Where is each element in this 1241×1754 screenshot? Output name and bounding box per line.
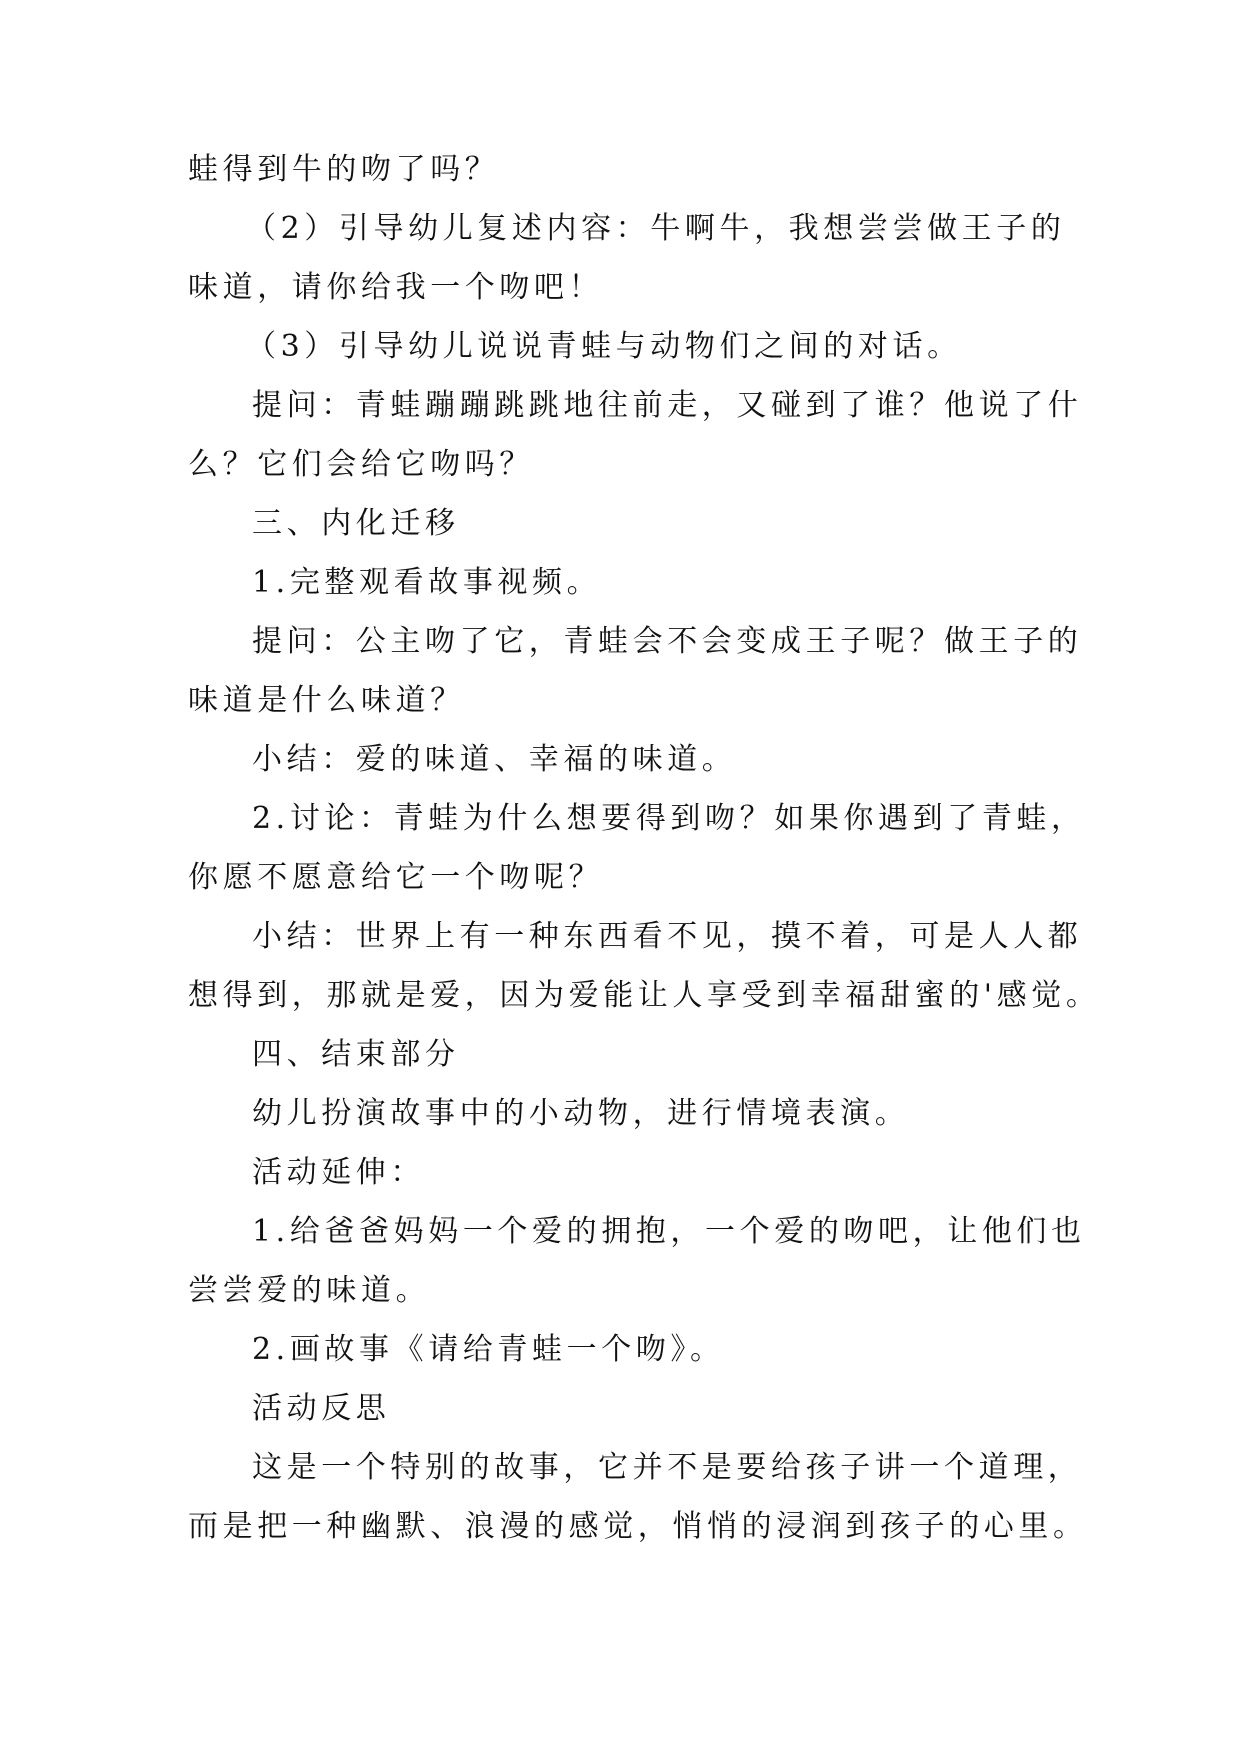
text-line: 而是把一种幽默、浪漫的感觉，悄悄的浸润到孩子的心里。 <box>188 1509 1088 1544</box>
text-line: （2）引导幼儿复述内容：牛啊牛，我想尝尝做王子的 <box>246 211 1066 246</box>
text-line: 1.完整观看故事视频。 <box>252 565 602 600</box>
section-heading: 四、结束部分 <box>252 1037 460 1072</box>
section-heading: 三、内化迁移 <box>252 506 460 541</box>
text-line: 提问：公主吻了它，青蛙会不会变成王子呢？做王子的 <box>252 624 1083 659</box>
text-line: 蛙得到牛的吻了吗？ <box>188 152 500 187</box>
text-line: 味道，请你给我一个吻吧！ <box>188 270 604 305</box>
text-line: 这是一个特别的故事，它并不是要给孩子讲一个道理， <box>252 1450 1083 1485</box>
text-line: 幼儿扮演故事中的小动物，进行情境表演。 <box>252 1096 910 1131</box>
text-line: 小结：世界上有一种东西看不见，摸不着，可是人人都 <box>252 919 1083 954</box>
text-line: 2.讨论：青蛙为什么想要得到吻？如果你遇到了青蛙， <box>252 801 1086 836</box>
text-line: 小结：爱的味道、幸福的味道。 <box>252 742 737 777</box>
text-line: 提问：青蛙蹦蹦跳跳地往前走，又碰到了谁？他说了什 <box>252 388 1083 423</box>
text-line: 么？它们会给它吻吗？ <box>188 447 534 482</box>
section-heading: 活动反思 <box>252 1391 391 1426</box>
section-heading: 活动延伸： <box>252 1155 425 1190</box>
text-line: （3）引导幼儿说说青蛙与动物们之间的对话。 <box>246 329 962 364</box>
text-line: 你愿不愿意给它一个吻呢？ <box>188 860 604 895</box>
text-line: 味道是什么味道？ <box>188 683 465 718</box>
text-line: 1.给爸爸妈妈一个爱的拥抱，一个爱的吻吧，让他们也 <box>252 1214 1086 1249</box>
text-line: 尝尝爱的味道。 <box>188 1273 431 1308</box>
text-line: 2.画故事《请给青蛙一个吻》。 <box>252 1332 725 1367</box>
text-line: 想得到，那就是爱，因为爱能让人享受到幸福甜蜜的'感觉。 <box>188 978 1101 1013</box>
